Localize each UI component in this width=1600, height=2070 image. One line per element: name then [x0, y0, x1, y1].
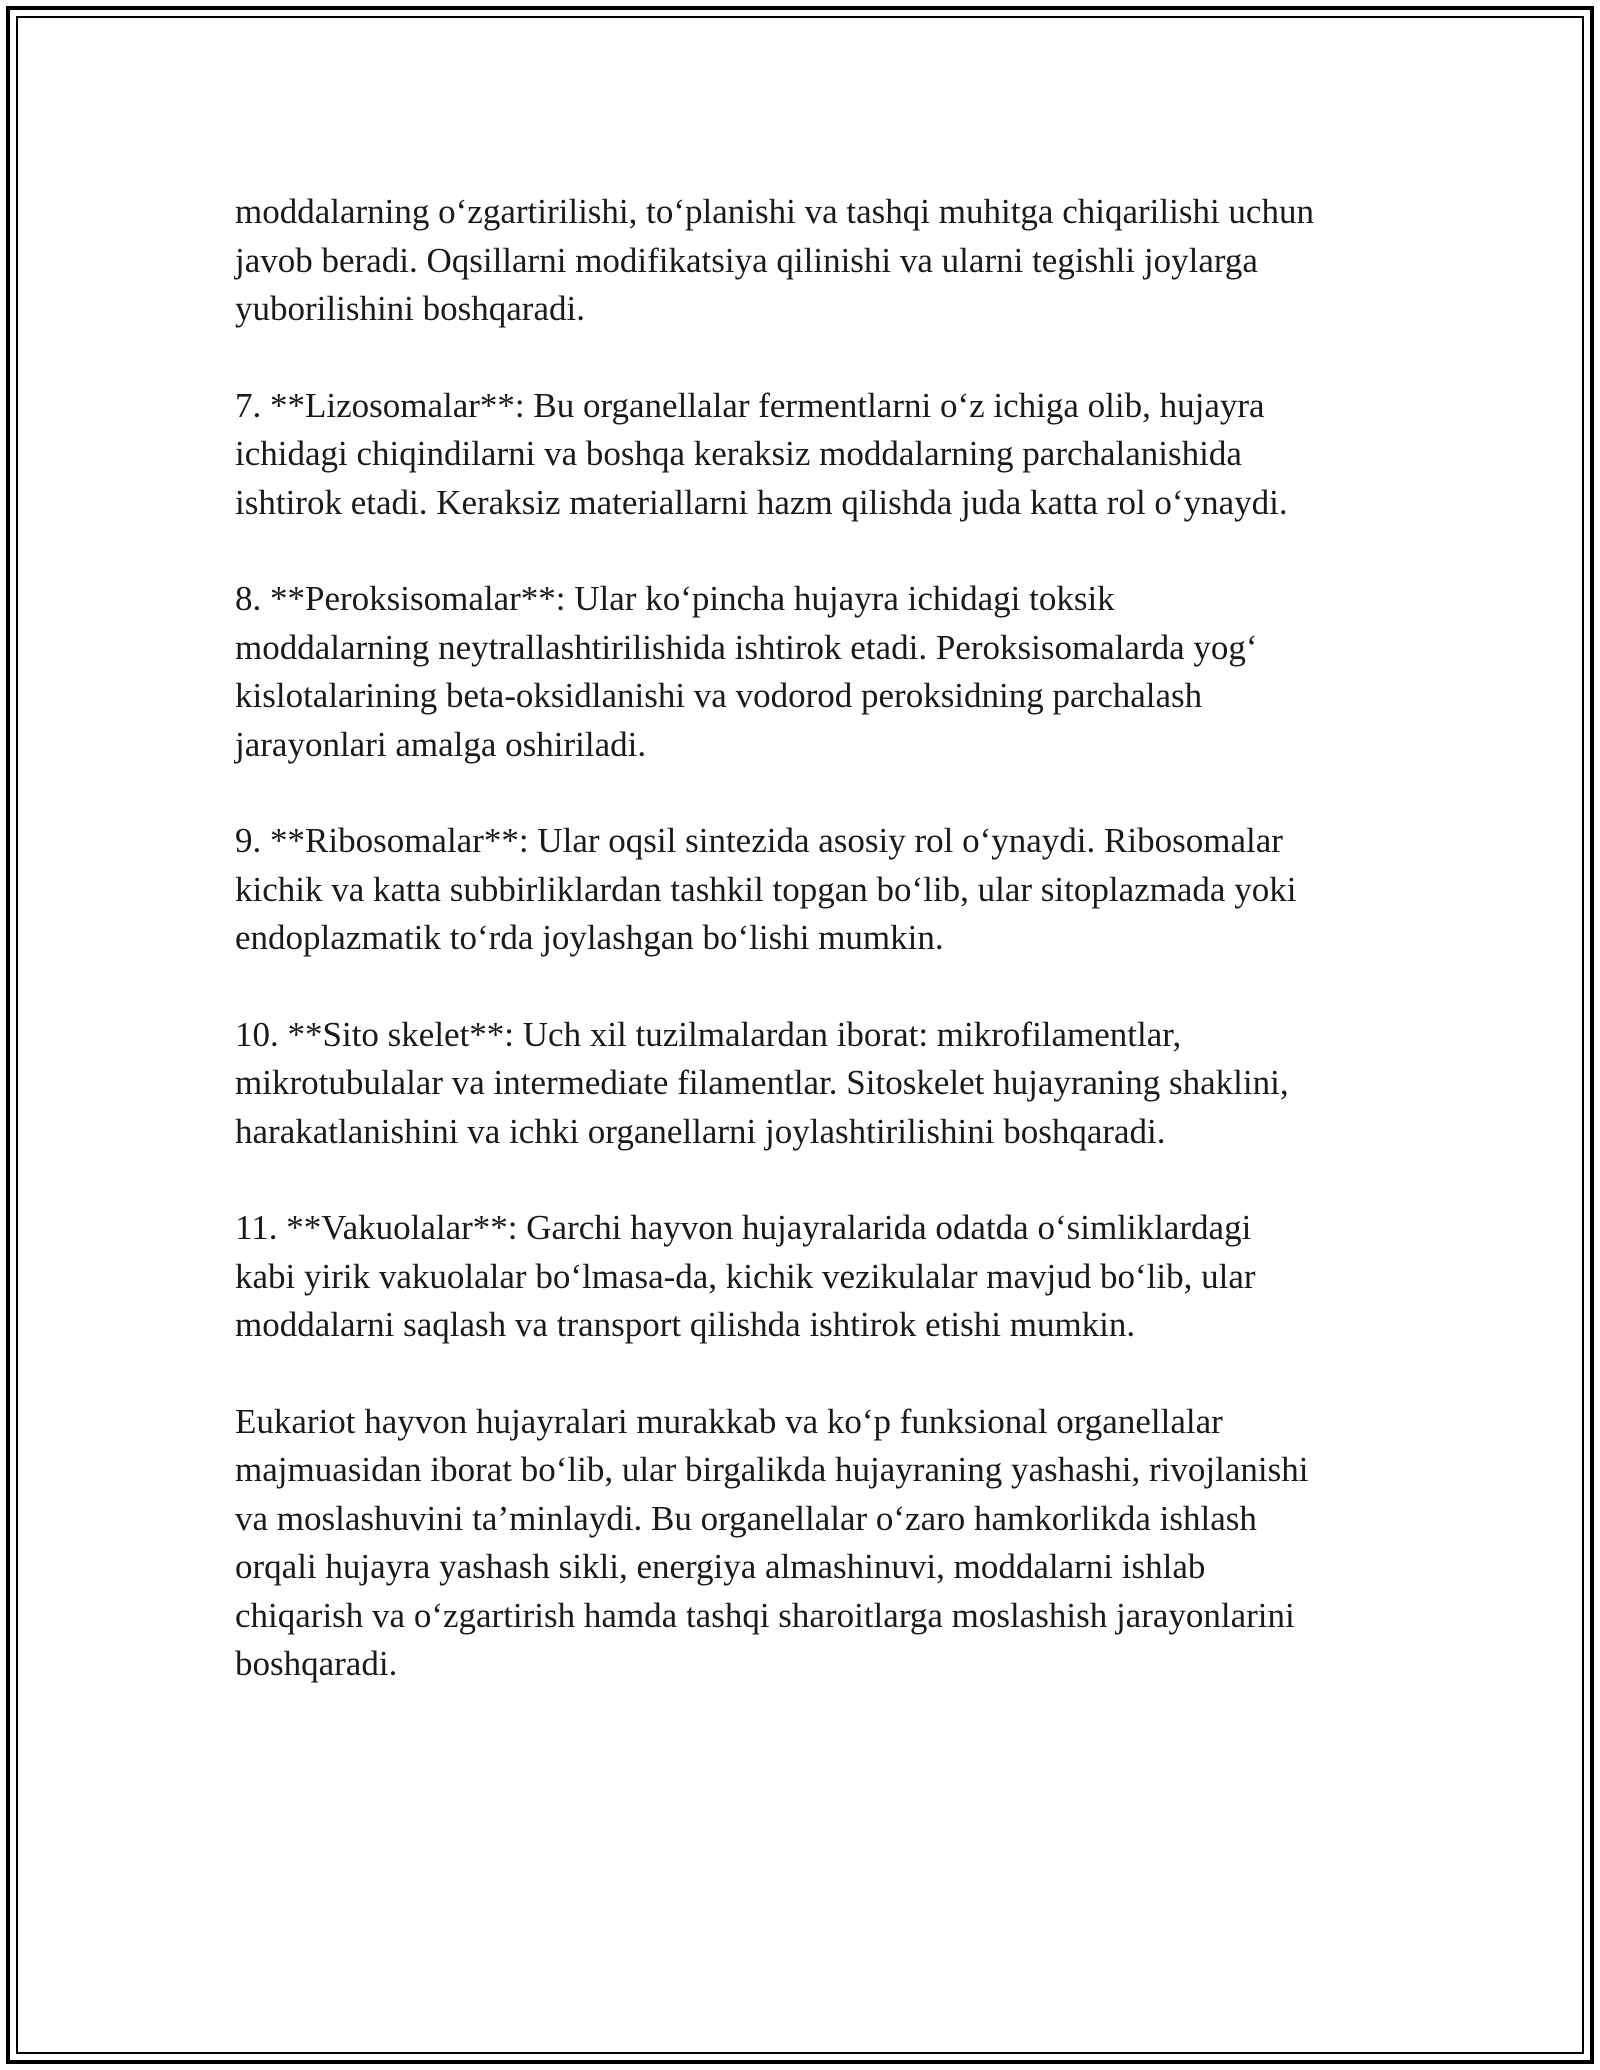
paragraph-peroxisomes: 8. **Peroksisomalar**: Ular ko‘pincha hujayra ichidagi toksik moddalarning neytrallashtirilishida ishtirok etadi. Peroksisomalarda yog‘ kislotalarining beta-oksidlanishi va vodorod peroksidning parchalash jarayonlari amalga oshiriladi.: [235, 579, 1258, 764]
paragraph-golgi-continuation: moddalarning o‘zgartirilishi, to‘planishi va tashqi muhitga chiqarilishi uchun javob beradi. Oqsillarni modifikatsiya qilinishi va ularni tegishli joylarga yuborilishini boshqaradi.: [235, 192, 1314, 328]
paragraph-lysosomes: 7. **Lizosomalar**: Bu organellalar fermentlarni o‘z ichiga olib, hujayra ichidagi chiqindilarni va boshqa keraksiz moddalarning parchalanishida ishtirok etadi. Keraksiz materiallarni hazm qilishda juda katta rol o‘ynaydi.: [235, 385, 1288, 522]
paragraph-ribosomes: 9. **Ribosomalar**: Ular oqsil sintezida asosiy rol o‘ynaydi. Ribosomalar kichik va katta subbirliklardan tashkil topgan bo‘lib, ular sitoplazmada yoki endoplazmatik to‘rda joylashgan bo‘lishi mumkin.: [235, 821, 1297, 957]
paragraph-conclusion: Eukariot hayvon hujayralari murakkab va ko‘p funksional organellalar majmuasidan iborat bo‘lib, ular birgalikda hujayraning yashashi, rivojlanishi va moslashuvini ta’minlaydi. Bu organellalar o‘zaro hamkorlikda ishlash orqali hujayra yashash sikli, energiya almashinuvi, moddalarni ishlab chiqarish va o‘zgartirish hamda tashqi sharoitlarga moslashish jarayonlarini boshqaradi.: [235, 1401, 1309, 1683]
document-body: [235, 188, 1370, 1689]
paragraph-cytoskeleton: 10. **Sito skelet**: Uch xil tuzilmalardan iborat: mikrofilamentlar, mikrotubulalar va intermediate filamentlar. Sitoskelet hujayraning shaklini, harakatlanishini va ichki organellarni joylashtirilishini boshqaradi.: [235, 1014, 1289, 1151]
paragraph-vacuoles: 11. **Vakuolalar**: Garchi hayvon hujayralarida odatda o‘simliklardagi kabi yirik vakuolalar bo‘lmasa-da, kichik vezikulalar mavjud bo‘lib, ular moddalarni saqlash va transport qilishda ishtirok etishi mumkin.: [235, 1208, 1256, 1344]
